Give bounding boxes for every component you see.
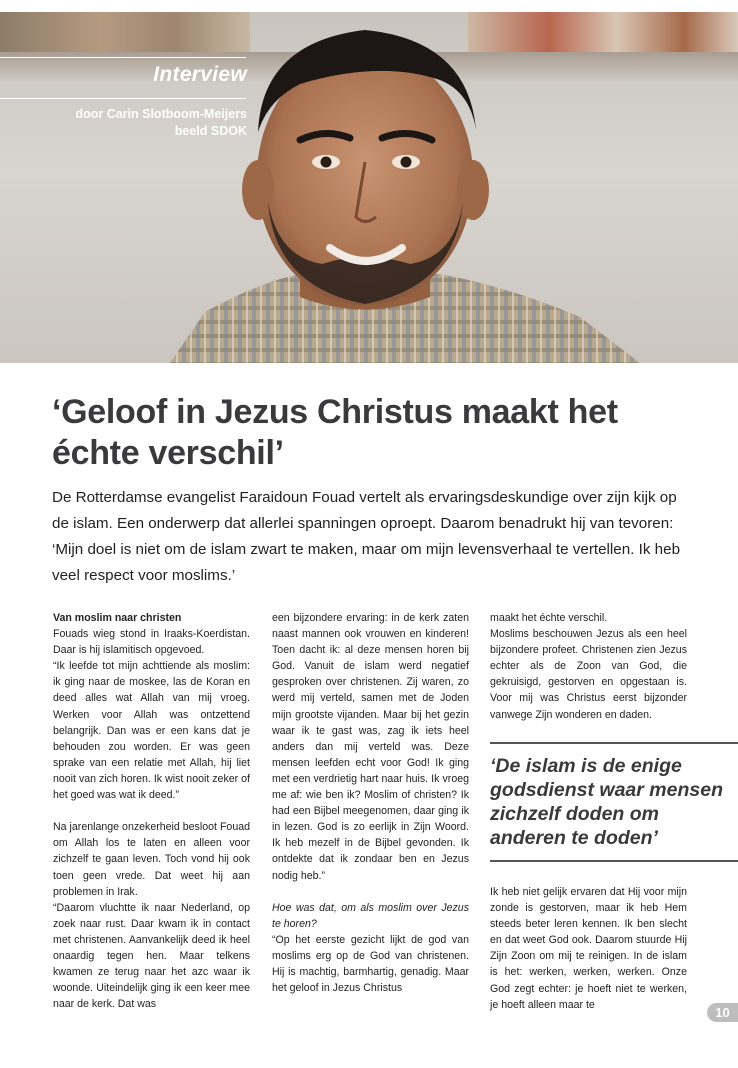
portrait-illustration [0,12,738,363]
paragraph: Na jarenlange onzekerheid besloot Fouad om Allah los te laten en alleen voor zichzelf te gaan leven. Toch vond hij ook toen geen vrede. Dat weet hij aan problemen in Irak. [53,821,250,898]
author-credit: door Carin Slotboom-Meijers [75,107,247,121]
column-1 [53,610,250,1012]
section-label: Interview [153,63,247,86]
column-3-continued [490,884,687,1013]
pull-quote: ‘De islam is de enige godsdienst waar mensen zichzelf doden om anderen te doden’ [490,755,723,849]
paragraph: “Daarom vluchtte ik naar Nederland, op zoek naar rust. Daar kwam ik in contact met christenen. Aanvankelijk deed ik heel onaardig tegen hen. Maar telkens kwamen ze terug naar het azc waar ik woonde. Uiteindelijk ging ik een keer mee naar de kerk. Dat was [53,901,250,1011]
column-2 [272,610,469,996]
paragraph: een bijzondere ervaring: in de kerk zaten naast mannen ook vrouwen en kinderen! Toen dacht ik: al deze mensen horen bij God. Vanuit de islam werd negatief gesproken over christenen. Zij waren, zo werd mij verteld, samen met de Joden mijn grootste vijanden. Maar bij het gezin waar ik te gast was, zag ik iets heel anders dan mij verteld was. Deze mensen leefden echt voor God! Ik ging met een verdrietig hart naar huis. Ik vroeg me af: wie ben ik? Moslim of christen? Ik had een Bijbel meegenomen, daar ging ik in lezen. God is zo eerlijk in Zijn Woord. Ik heb mezelf in de Bijbel gevonden. Ik ontdekte dat ik zondaar ben en Jezus nodig heb.” [272,612,469,882]
column-3 [490,610,687,723]
photo-credit: beeld SDOK [174,124,247,138]
paragraph: maakt het échte verschil. [490,612,608,624]
paragraph: “Op het eerste gezicht lijkt de god van moslims erg op de God van christenen. Hij is machtig, barmhartig, genadig. Maar het geloof in Jezus Christus [272,933,469,995]
kicker-rule-bottom [0,98,246,99]
interview-question: Hoe was dat, om als moslim over Jezus te horen? [272,901,469,930]
paragraph: Moslims beschouwen Jezus als een heel bijzondere profeet. Christenen zien Jezus echter als de Zoon van God, die gekruisigd, gestorven en opgestaan is. Voor mij was Christus eerst bijzonder vanwege Zijn wonderen en daden. [490,628,687,721]
article-title: ‘Geloof in Jezus Christus maakt het échte verschil’ [52,393,618,472]
page-number: 10 [707,1003,738,1022]
kicker-rule-top [0,57,246,58]
paragraph: Ik heb niet gelijk ervaren dat Hij voor mijn zonde is gestorven, maar ik heb Hem steeds beter leren kennen. Ik ben slecht en dat weet God ook. Daarom stuurde Hij Zijn Zoon om mij te reinigen. In de islam is het: werken, werken, werken. Onze God zegt echter: je hoeft niet te werken, je hoeft alleen maar te [490,886,687,1011]
article-intro: De Rotterdamse evangelist Faraidoun Fouad vertelt als ervaringsdeskundige over zijn kijk op de islam. Een onderwerp dat allerlei spanningen oproept. Daarom benadrukt hij van tevoren: ‘Mijn doel is niet om de islam zwart te maken, maar om mijn levensverhaal te vertellen. Ik heb veel respect voor moslims.’ [52,489,681,584]
paragraph: Fouads wieg stond in Iraaks-Koerdistan. Daar is hij islamitisch opgevoed. [53,628,250,657]
subheading: Van moslim naar christen [53,612,182,624]
paragraph: “Ik leefde tot mijn achttiende als moslim: ik ging naar de moskee, las de Koran en deed alles wat Allah van mij vroeg. Werken voor Allah was ontzettend belangrijk. Dan was er een kans dat je behouden zou worden. Er was geen sprake van een relatie met Allah, hij liet nooit van zich horen. Ik wist nooit zeker of het goed was wat ik deed.” [53,660,250,802]
pull-quote-rule-top [490,742,738,744]
pull-quote-rule-bottom [490,860,738,862]
header-photo [0,12,738,363]
